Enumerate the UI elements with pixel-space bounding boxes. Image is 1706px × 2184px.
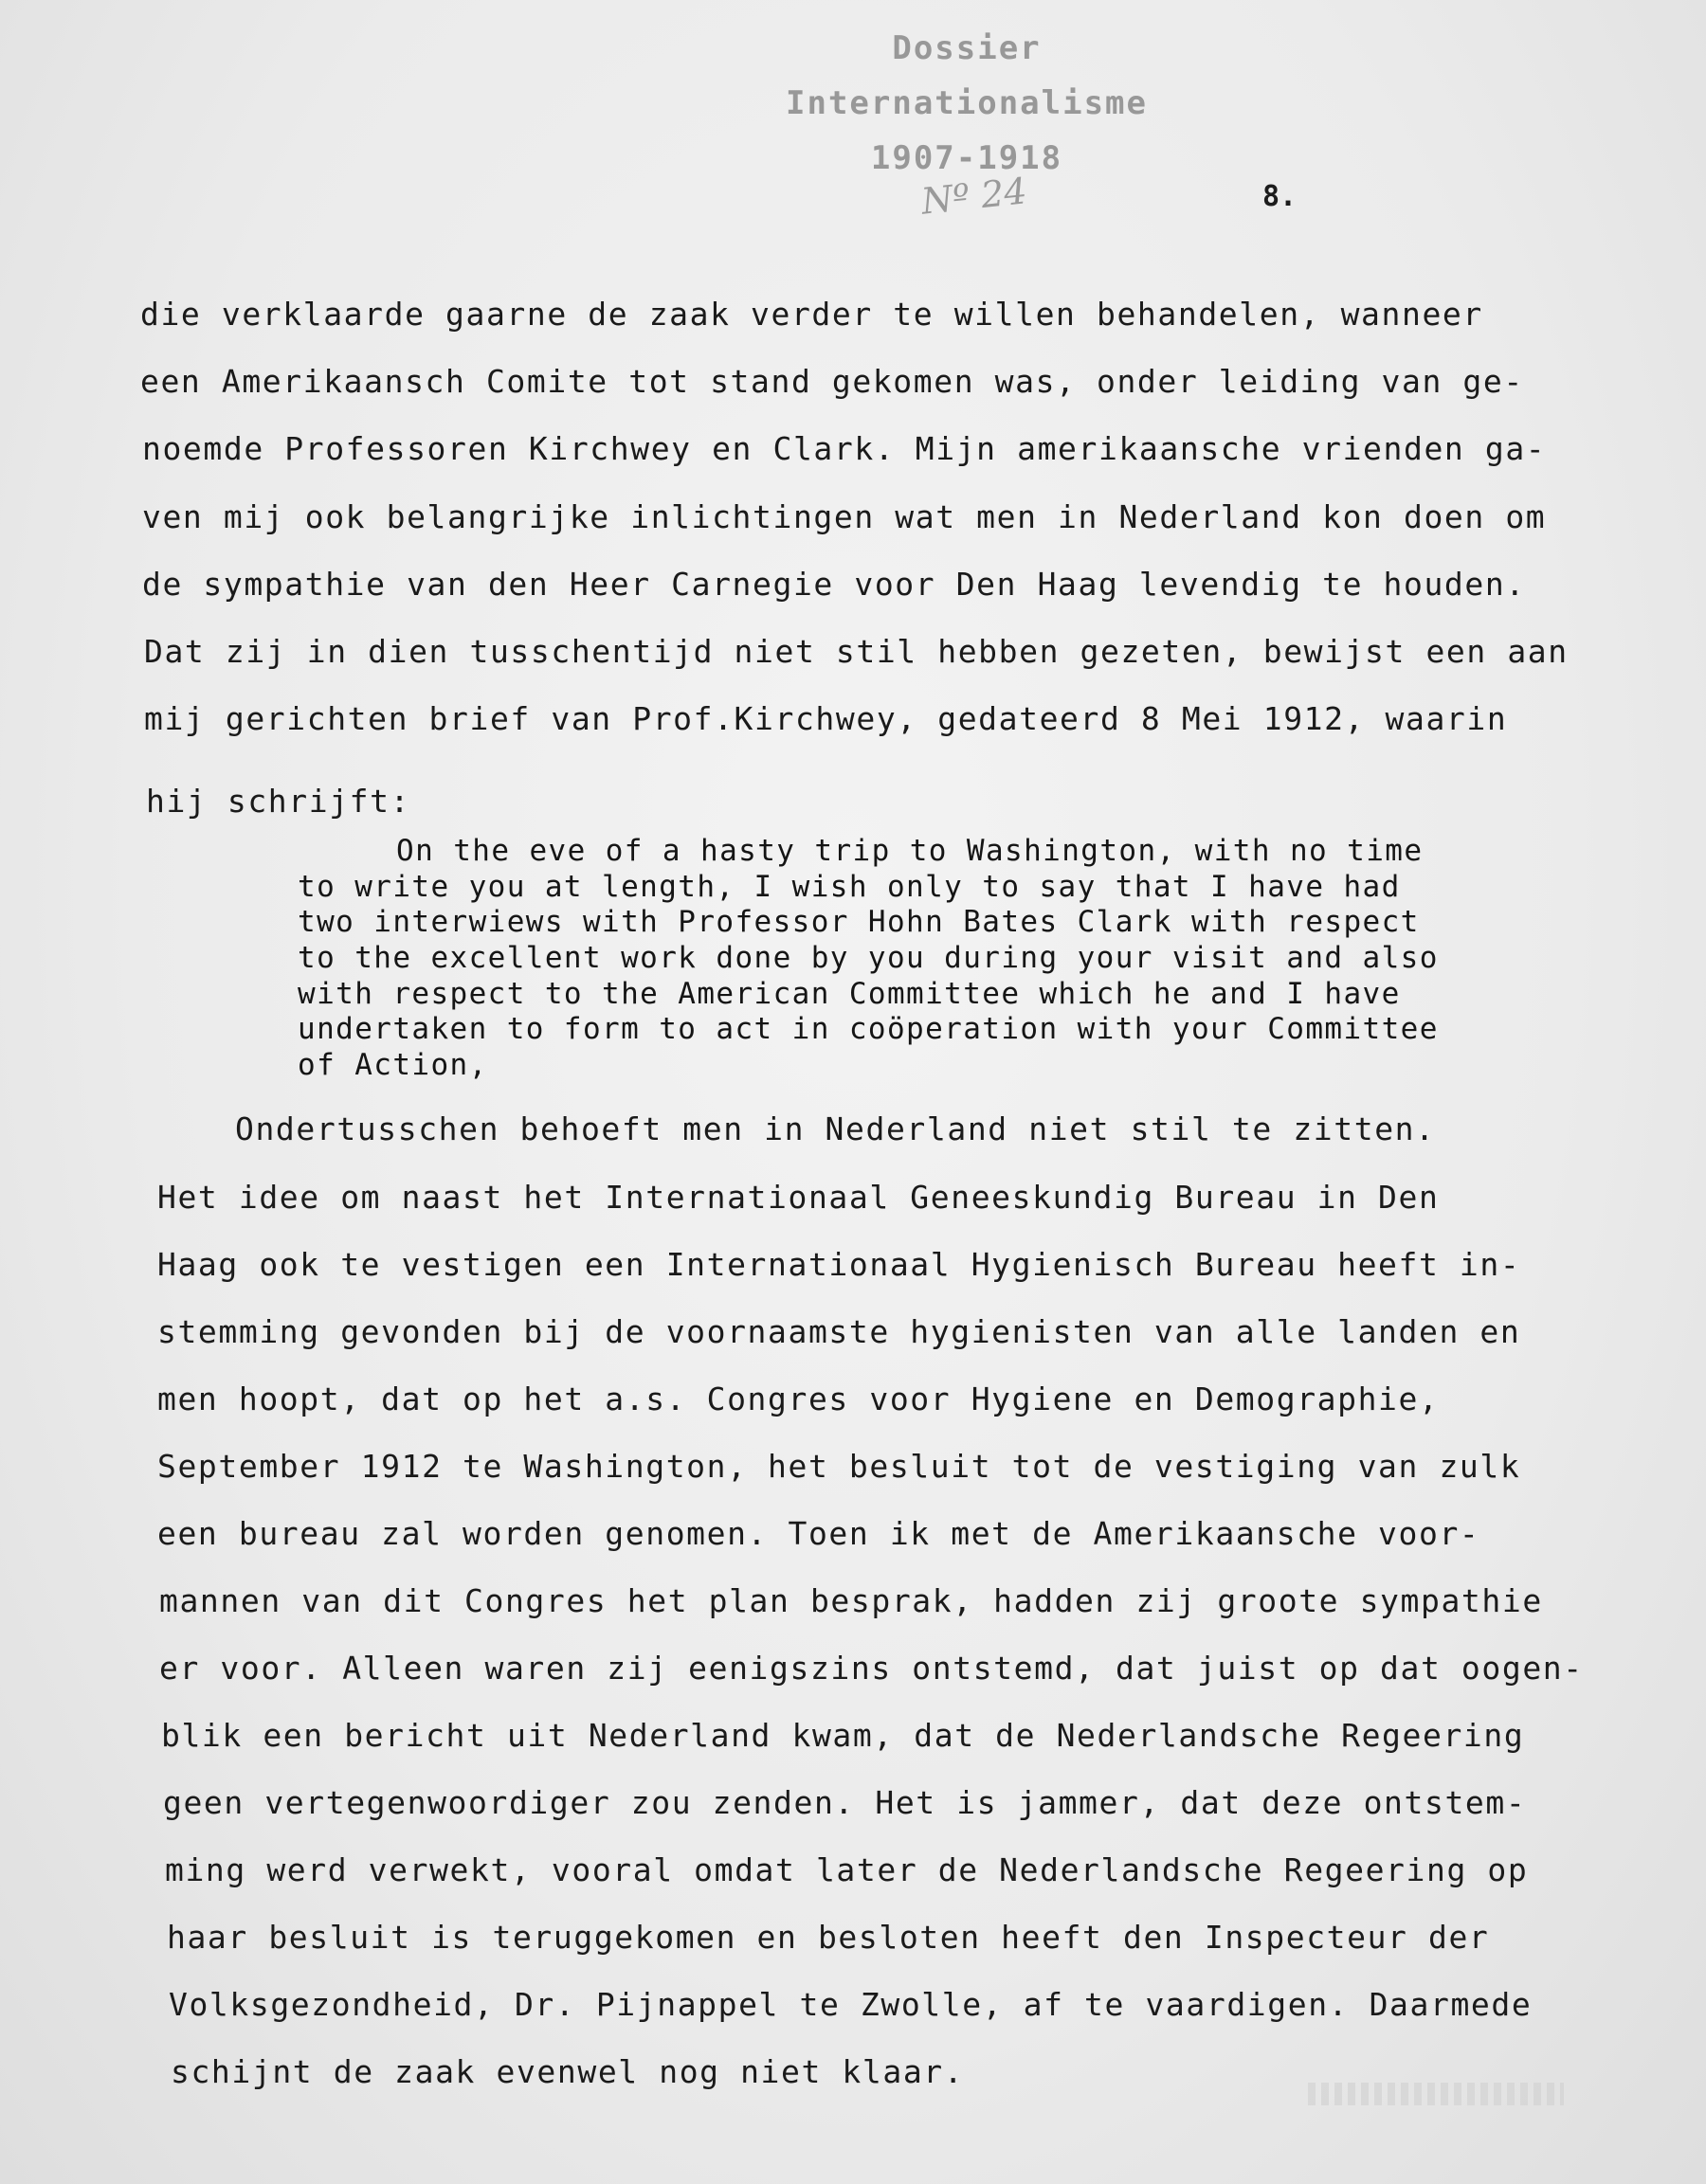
text-line: men hoopt, dat op het a.s. Congres voor Hygiene en Demographie, [157, 1381, 1440, 1417]
text-line: Dat zij in dien tusschentijd niet stil hebben gezeten, bewijst een aan [144, 633, 1569, 670]
text-line: blik een bericht uit Nederland kwam, dat de Nederlandsche Regeering [161, 1717, 1525, 1754]
text-line: mannen van dit Congres het plan besprak, hadden zij groote sympathie [159, 1582, 1543, 1619]
text-line: een Amerikaansch Comite tot stand gekomen was, onder leiding van ge- [140, 363, 1524, 400]
text-line: er voor. Alleen waren zij eenigszins ontstemd, dat juist op dat oogen- [159, 1650, 1584, 1687]
quote-line: two interwiews with Professor Hohn Bates Clark with respect [298, 905, 1420, 939]
text-line: ven mij ook belangrijke inlichtingen wat men in Nederland kon doen om [142, 498, 1547, 535]
text-line: stemming gevonden bij de voornaamste hygienisten van alle landen en [157, 1313, 1521, 1350]
faint-show-through-mark [1308, 2083, 1564, 2105]
stamp-line-dossier: Dossier [892, 29, 1042, 67]
stamp-line-years: 1907-1918 [870, 139, 1063, 177]
text-line: haar besluit is teruggekomen en besloten heeft den Inspecteur der [167, 1919, 1490, 1956]
text-line: de sympathie van den Heer Carnegie voor Den Haag levendig te houden. [142, 566, 1526, 603]
text-line: mij gerichten brief van Prof.Kirchwey, gedateerd 8 Mei 1912, waarin [144, 700, 1508, 737]
page-number: 8. [1262, 180, 1298, 213]
handwritten-note: Nº 24 [919, 170, 1029, 223]
text-line: hij schrijft: [146, 783, 411, 820]
text-line: Volksgezondheid, Dr. Pijnappel te Zwolle, af te vaardigen. Daarmede [169, 1986, 1533, 2023]
text-line: September 1912 te Washington, het besluit tot de vestiging van zulk [157, 1448, 1521, 1485]
quote-line: to write you at length, I wish only to say that I have had [298, 870, 1401, 904]
text-line: die verklaarde gaarne de zaak verder te willen behandelen, wanneer [140, 296, 1483, 333]
quote-line: On the eve of a hasty trip to Washington, with no time [396, 834, 1424, 868]
text-line: geen vertegenwoordiger zou zenden. Het is jammer, dat deze ontstem- [163, 1784, 1527, 1821]
text-line: Het idee om naast het Internationaal Geneeskundig Bureau in Den [157, 1179, 1440, 1216]
text-line: schijnt de zaak evenwel nog niet klaar. [171, 2053, 965, 2090]
quote-line: to the excellent work done by you during your visit and also [298, 941, 1439, 975]
text-line: een bureau zal worden genomen. Toen ik met de Amerikaansche voor- [157, 1515, 1480, 1552]
archive-stamp [777, 21, 1156, 186]
text-line: ming werd verwekt, vooral omdat later de Nederlandsche Regeering op [165, 1851, 1529, 1888]
text-line: Ondertusschen behoeft men in Nederland niet stil te zitten. [235, 1110, 1436, 1147]
quote-line: of Action, [298, 1048, 488, 1082]
quote-line: with respect to the American Committee which he and I have [298, 977, 1401, 1011]
quote-line: undertaken to form to act in coöperation with your Committee [298, 1012, 1439, 1046]
text-line: Haag ook te vestigen een Internationaal Hygienisch Bureau heeft in- [157, 1246, 1521, 1283]
stamp-line-internationalisme: Internationalisme [786, 84, 1148, 122]
text-line: noemde Professoren Kirchwey en Clark. Mijn amerikaansche vrienden ga- [142, 430, 1547, 467]
